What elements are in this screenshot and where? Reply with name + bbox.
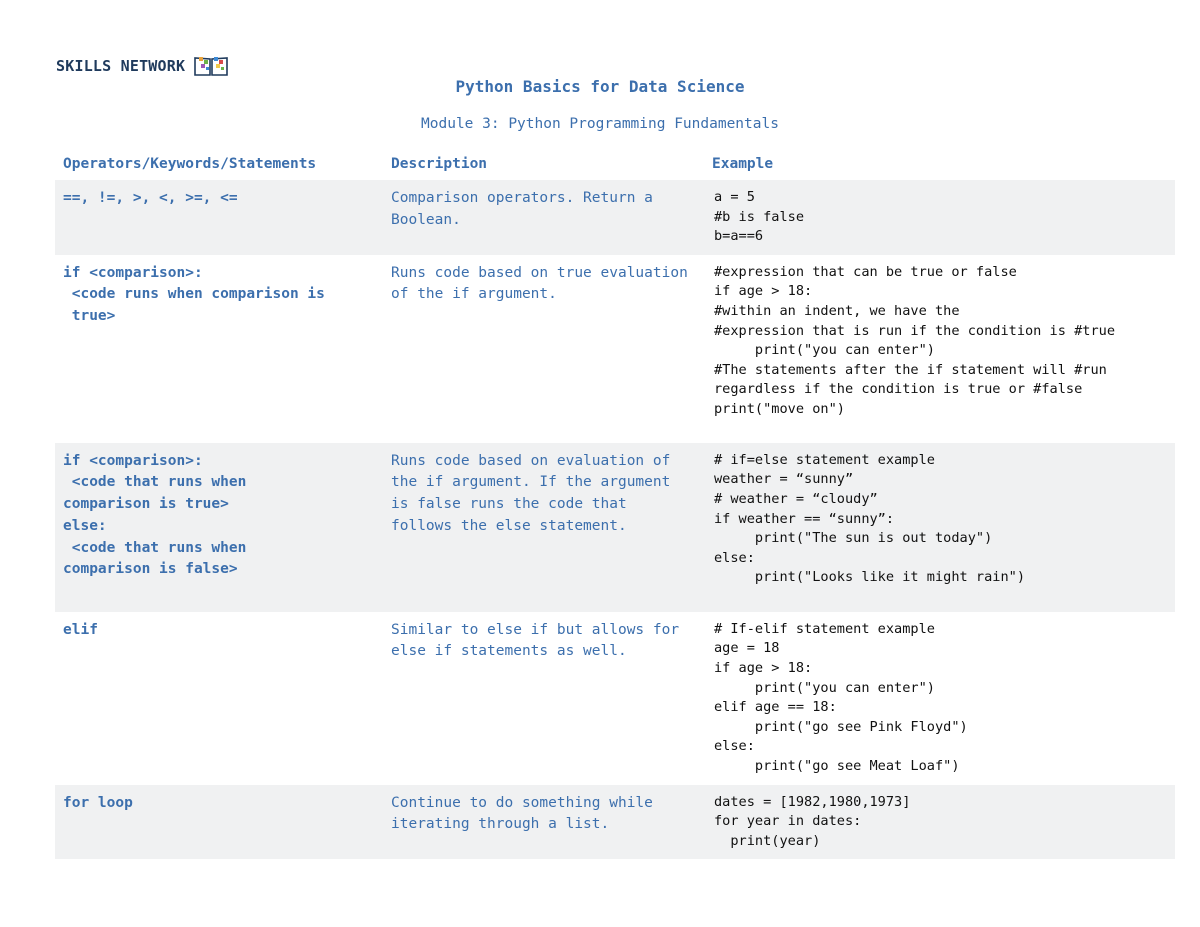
example-code: # if=else statement example weather = “sunny” # weather = “cloudy” if weather == “sunny”: print("The sun is out today") else: print("Looks like it might rain") (714, 451, 1025, 586)
example-code: #expression that can be true or false if age > 18: #within an indent, we have the #expression that is run if the condition is #true print("you can enter") #The statements after the if statement will #run regardless if the condition is true or #false print("move on") (714, 263, 1116, 417)
table-header-row (55, 150, 1175, 180)
table-row (55, 180, 1175, 255)
description-cell: Runs code based on true evaluation of the if argument. (391, 264, 697, 303)
table-row (55, 255, 1175, 443)
example-code: # If-elif statement example age = 18 if age > 18: print("you can enter") elif age == 18: print("go see Pink Floyd") else: print("go see Meat Loaf") (714, 620, 968, 774)
keyword-cell: if <comparison>: <code that runs when comparison is true> else: <code that runs when comparison is false> (63, 452, 247, 578)
skills-network-logo (56, 55, 229, 77)
table-row (55, 785, 1175, 860)
column-header-keyword: Operators/Keywords/Statements (63, 156, 317, 172)
description-cell: Continue to do something while iterating through a list. (391, 794, 662, 833)
description-cell: Comparison operators. Return a Boolean. (391, 190, 662, 228)
reference-table (55, 150, 1175, 859)
keyword-cell: ==, !=, >, <, >=, <= (63, 190, 238, 206)
keyword-cell: for loop (63, 794, 133, 811)
logo-text: SKILLS NETWORK (56, 57, 186, 75)
keyword-cell: elif (63, 621, 98, 638)
keyword-cell: if <comparison>: <code runs when comparison is true> (63, 264, 325, 325)
page-title: Python Basics for Data Science (455, 77, 745, 96)
table-row (55, 443, 1175, 612)
example-code: dates = [1982,1980,1973] for year in dates: print(year) (714, 793, 911, 849)
example-code: a = 5 #b is false b=a==6 (714, 189, 805, 245)
column-header-example: Example (712, 156, 774, 172)
book-icon (193, 55, 229, 77)
description-cell: Runs code based on evaluation of the if argument. If the argument is false runs the code that follows the else statement. (391, 452, 680, 534)
page-subtitle: Module 3: Python Programming Fundamentals (421, 116, 779, 132)
column-header-description: Description (391, 156, 488, 172)
description-cell: Similar to else if but allows for else if statements as well. (391, 621, 688, 660)
table-row (55, 612, 1175, 785)
